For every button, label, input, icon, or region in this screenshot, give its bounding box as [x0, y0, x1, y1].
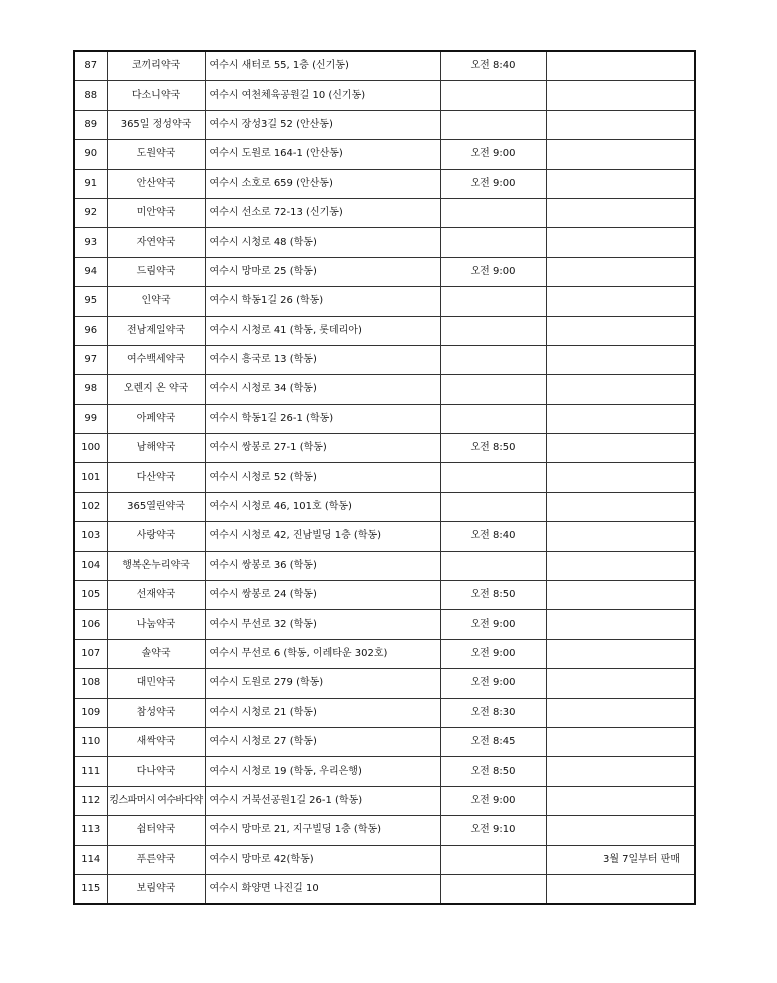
- pharmacy-table: [73, 50, 696, 905]
- cell-number: 87: [74, 51, 107, 81]
- cell-note: [546, 345, 695, 374]
- cell-note: [546, 581, 695, 610]
- cell-address: 여수시 도원로 279 (학동): [205, 669, 440, 698]
- cell-note: [546, 610, 695, 639]
- table-row: [74, 316, 695, 345]
- cell-open-time: 오전 8:40: [440, 51, 546, 81]
- cell-pharmacy-name: 코끼리약국: [107, 51, 205, 81]
- cell-pharmacy-name: 선재약국: [107, 581, 205, 610]
- cell-open-time: 오전 8:40: [440, 522, 546, 551]
- cell-pharmacy-name: 킹스파머시 여수바다약: [107, 786, 205, 815]
- cell-number: 113: [74, 816, 107, 845]
- table-row: [74, 51, 695, 81]
- cell-number: 110: [74, 727, 107, 756]
- cell-open-time: 오전 8:50: [440, 757, 546, 786]
- cell-number: 108: [74, 669, 107, 698]
- cell-pharmacy-name: 도원약국: [107, 140, 205, 169]
- cell-note: [546, 140, 695, 169]
- cell-note: [546, 198, 695, 227]
- cell-number: 99: [74, 404, 107, 433]
- cell-open-time: [440, 463, 546, 492]
- cell-address: 여수시 시청로 27 (학동): [205, 727, 440, 756]
- cell-open-time: [440, 845, 546, 874]
- cell-note: [546, 316, 695, 345]
- table-row: [74, 581, 695, 610]
- cell-open-time: 오전 9:10: [440, 816, 546, 845]
- table-row: [74, 845, 695, 874]
- cell-number: 107: [74, 639, 107, 668]
- cell-pharmacy-name: 남해약국: [107, 434, 205, 463]
- cell-number: 94: [74, 257, 107, 286]
- cell-open-time: 오전 8:45: [440, 727, 546, 756]
- cell-number: 95: [74, 287, 107, 316]
- cell-address: 여수시 소호로 659 (안산동): [205, 169, 440, 198]
- cell-number: 90: [74, 140, 107, 169]
- cell-pharmacy-name: 365일 정성약국: [107, 110, 205, 139]
- cell-number: 100: [74, 434, 107, 463]
- cell-note: [546, 492, 695, 521]
- cell-number: 93: [74, 228, 107, 257]
- table-row: [74, 669, 695, 698]
- cell-open-time: 오전 9:00: [440, 786, 546, 815]
- cell-pharmacy-name: 드림약국: [107, 257, 205, 286]
- cell-note: [546, 551, 695, 580]
- cell-pharmacy-name: 여수백세약국: [107, 345, 205, 374]
- cell-number: 112: [74, 786, 107, 815]
- table-row: [74, 345, 695, 374]
- cell-open-time: [440, 375, 546, 404]
- cell-open-time: [440, 316, 546, 345]
- cell-number: 102: [74, 492, 107, 521]
- cell-open-time: 오전 8:30: [440, 698, 546, 727]
- table-row: [74, 140, 695, 169]
- cell-number: 111: [74, 757, 107, 786]
- cell-note: [546, 375, 695, 404]
- cell-address: 여수시 장성3길 52 (안산동): [205, 110, 440, 139]
- cell-address: 여수시 시청로 21 (학동): [205, 698, 440, 727]
- table-row: [74, 786, 695, 815]
- cell-open-time: [440, 81, 546, 110]
- table-row: [74, 492, 695, 521]
- cell-number: 114: [74, 845, 107, 874]
- cell-pharmacy-name: 참성약국: [107, 698, 205, 727]
- table-row: [74, 551, 695, 580]
- cell-address: 여수시 선소로 72-13 (신기동): [205, 198, 440, 227]
- cell-pharmacy-name: 대민약국: [107, 669, 205, 698]
- cell-number: 91: [74, 169, 107, 198]
- cell-number: 92: [74, 198, 107, 227]
- table-row: [74, 434, 695, 463]
- cell-address: 여수시 도원로 164-1 (안산동): [205, 140, 440, 169]
- cell-number: 103: [74, 522, 107, 551]
- cell-address: 여수시 쌍봉로 36 (학동): [205, 551, 440, 580]
- cell-address: 여수시 화양면 나진길 10: [205, 874, 440, 904]
- cell-open-time: [440, 492, 546, 521]
- cell-number: 96: [74, 316, 107, 345]
- table-row: [74, 81, 695, 110]
- cell-note: [546, 757, 695, 786]
- cell-pharmacy-name: 미안약국: [107, 198, 205, 227]
- cell-note: [546, 287, 695, 316]
- cell-open-time: 오전 9:00: [440, 140, 546, 169]
- table-body: [74, 51, 695, 904]
- table-row: [74, 757, 695, 786]
- cell-pharmacy-name: 새싹약국: [107, 727, 205, 756]
- table-row: [74, 110, 695, 139]
- cell-note: [546, 110, 695, 139]
- cell-number: 97: [74, 345, 107, 374]
- cell-address: 여수시 무선로 32 (학동): [205, 610, 440, 639]
- cell-number: 106: [74, 610, 107, 639]
- cell-pharmacy-name: 전남제일약국: [107, 316, 205, 345]
- cell-pharmacy-name: 나눔약국: [107, 610, 205, 639]
- cell-number: 88: [74, 81, 107, 110]
- cell-number: 109: [74, 698, 107, 727]
- cell-open-time: [440, 345, 546, 374]
- cell-note: [546, 51, 695, 81]
- table-row: [74, 463, 695, 492]
- cell-open-time: [440, 110, 546, 139]
- table-row: [74, 198, 695, 227]
- cell-address: 여수시 쌍봉로 27-1 (학동): [205, 434, 440, 463]
- cell-pharmacy-name: 다나약국: [107, 757, 205, 786]
- cell-note: [546, 522, 695, 551]
- cell-pharmacy-name: 사랑약국: [107, 522, 205, 551]
- cell-address: 여수시 여천체육공원길 10 (신기동): [205, 81, 440, 110]
- cell-pharmacy-name: 자연약국: [107, 228, 205, 257]
- table-row: [74, 639, 695, 668]
- table-row: [74, 522, 695, 551]
- table-row: [74, 169, 695, 198]
- cell-note: [546, 874, 695, 904]
- cell-note: [546, 816, 695, 845]
- table-row: [74, 727, 695, 756]
- cell-open-time: [440, 198, 546, 227]
- cell-note: [546, 228, 695, 257]
- cell-address: 여수시 흥국로 13 (학동): [205, 345, 440, 374]
- cell-address: 여수시 망마로 21, 지구빌딩 1층 (학동): [205, 816, 440, 845]
- cell-open-time: [440, 228, 546, 257]
- cell-note: 3월 7일부터 판매: [546, 845, 695, 874]
- cell-pharmacy-name: 다소니약국: [107, 81, 205, 110]
- cell-note: [546, 698, 695, 727]
- cell-pharmacy-name: 인약국: [107, 287, 205, 316]
- cell-address: 여수시 거북선공원1길 26-1 (학동): [205, 786, 440, 815]
- cell-open-time: [440, 404, 546, 433]
- cell-address: 여수시 시청로 48 (학동): [205, 228, 440, 257]
- cell-pharmacy-name: 푸른약국: [107, 845, 205, 874]
- cell-number: 104: [74, 551, 107, 580]
- table-row: [74, 257, 695, 286]
- table-row: [74, 404, 695, 433]
- cell-note: [546, 169, 695, 198]
- cell-pharmacy-name: 솔약국: [107, 639, 205, 668]
- cell-address: 여수시 시청로 46, 101호 (학동): [205, 492, 440, 521]
- cell-note: [546, 81, 695, 110]
- cell-pharmacy-name: 다산약국: [107, 463, 205, 492]
- table-row: [74, 610, 695, 639]
- cell-pharmacy-name: 행복온누리약국: [107, 551, 205, 580]
- table-row: [74, 228, 695, 257]
- cell-address: 여수시 새터로 55, 1층 (신기동): [205, 51, 440, 81]
- cell-note: [546, 727, 695, 756]
- cell-pharmacy-name: 보림약국: [107, 874, 205, 904]
- cell-number: 105: [74, 581, 107, 610]
- cell-note: [546, 786, 695, 815]
- cell-note: [546, 257, 695, 286]
- cell-open-time: 오전 8:50: [440, 581, 546, 610]
- cell-address: 여수시 시청로 42, 진남빌딩 1층 (학동): [205, 522, 440, 551]
- cell-number: 89: [74, 110, 107, 139]
- cell-note: [546, 463, 695, 492]
- cell-pharmacy-name: 365열린약국: [107, 492, 205, 521]
- cell-number: 98: [74, 375, 107, 404]
- table-row: [74, 816, 695, 845]
- cell-note: [546, 639, 695, 668]
- cell-open-time: [440, 551, 546, 580]
- cell-open-time: 오전 9:00: [440, 257, 546, 286]
- cell-note: [546, 434, 695, 463]
- cell-open-time: [440, 287, 546, 316]
- table-row: [74, 874, 695, 904]
- cell-pharmacy-name: 오렌지 온 약국: [107, 375, 205, 404]
- cell-address: 여수시 학동1길 26 (학동): [205, 287, 440, 316]
- cell-note: [546, 669, 695, 698]
- cell-open-time: [440, 874, 546, 904]
- cell-address: 여수시 시청로 41 (학동, 롯데리아): [205, 316, 440, 345]
- cell-address: 여수시 시청로 52 (학동): [205, 463, 440, 492]
- cell-address: 여수시 시청로 34 (학동): [205, 375, 440, 404]
- cell-address: 여수시 망마로 25 (학동): [205, 257, 440, 286]
- cell-number: 101: [74, 463, 107, 492]
- cell-pharmacy-name: 안산약국: [107, 169, 205, 198]
- table-row: [74, 375, 695, 404]
- cell-open-time: 오전 9:00: [440, 169, 546, 198]
- cell-address: 여수시 시청로 19 (학동, 우리은행): [205, 757, 440, 786]
- table-row: [74, 698, 695, 727]
- cell-open-time: 오전 9:00: [440, 669, 546, 698]
- cell-address: 여수시 망마로 42(학동): [205, 845, 440, 874]
- cell-address: 여수시 무선로 6 (학동, 이레타운 302호): [205, 639, 440, 668]
- cell-pharmacy-name: 아페약국: [107, 404, 205, 433]
- cell-open-time: 오전 8:50: [440, 434, 546, 463]
- cell-note: [546, 404, 695, 433]
- cell-pharmacy-name: 쉼터약국: [107, 816, 205, 845]
- table-row: [74, 287, 695, 316]
- cell-number: 115: [74, 874, 107, 904]
- cell-open-time: 오전 9:00: [440, 610, 546, 639]
- cell-open-time: 오전 9:00: [440, 639, 546, 668]
- cell-address: 여수시 쌍봉로 24 (학동): [205, 581, 440, 610]
- cell-address: 여수시 학동1길 26-1 (학동): [205, 404, 440, 433]
